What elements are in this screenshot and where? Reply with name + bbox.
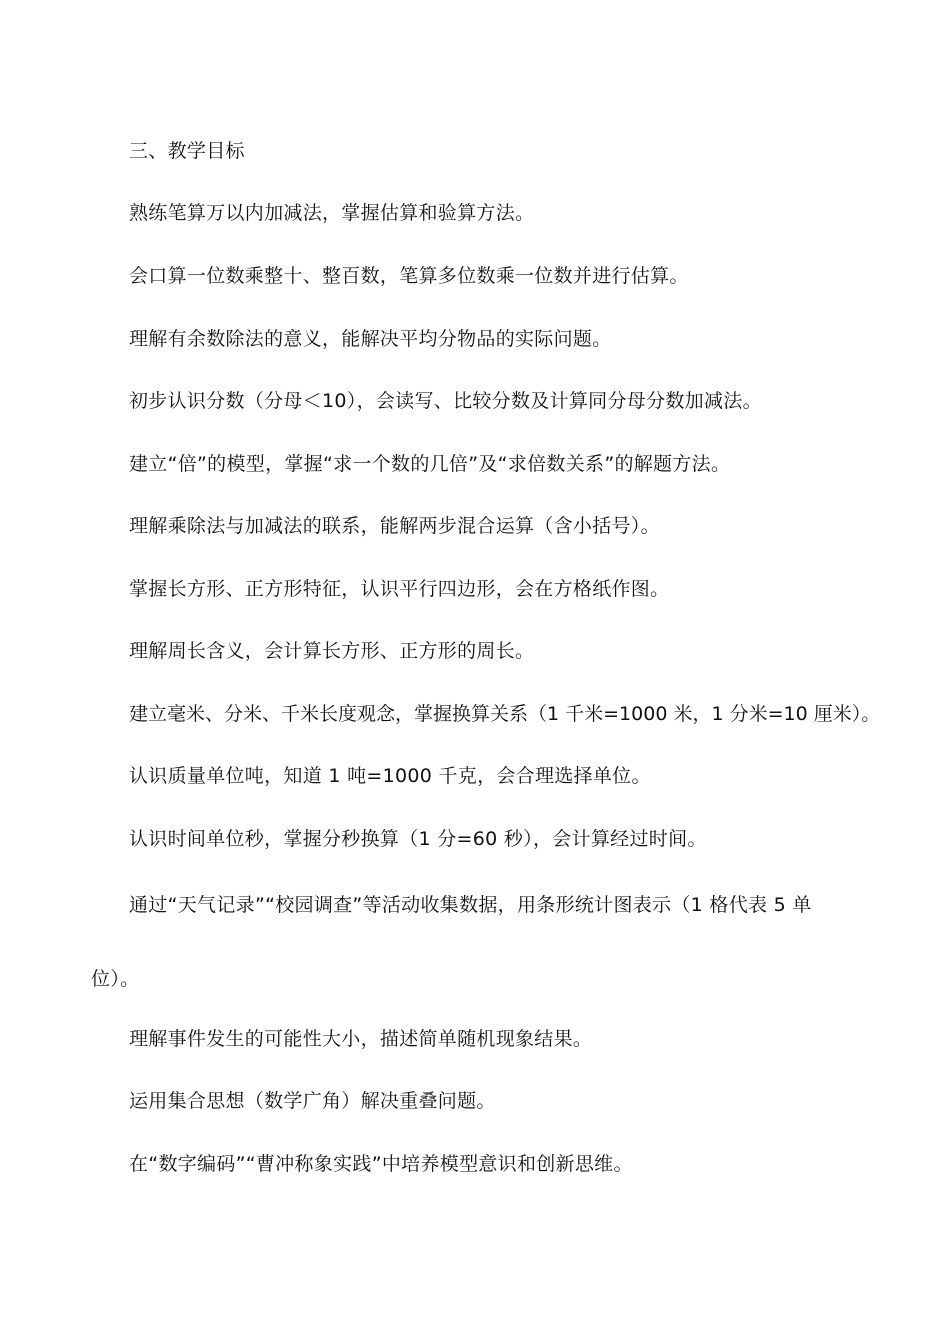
objective-item: 认识质量单位吨，知道 1 吨=1000 千克，会合理选择单位。 bbox=[129, 765, 651, 787]
objective-item: 会口算一位数乘整十、整百数，笔算多位数乘一位数并进行估算。 bbox=[129, 265, 689, 287]
objective-item: 通过“天气记录”“校园调查”等活动收集数据，用条形统计图表示（1 格代表 5 单位）。 bbox=[91, 894, 812, 990]
section-heading: 三、教学目标 bbox=[129, 140, 245, 162]
objective-item: 认识时间单位秒，掌握分秒换算（1 分=60 秒），会计算经过时间。 bbox=[129, 828, 707, 850]
objective-item: 掌握长方形、正方形特征，认识平行四边形，会在方格纸作图。 bbox=[129, 578, 670, 600]
objective-item: 理解事件发生的可能性大小，描述简单随机现象结果。 bbox=[129, 1028, 593, 1050]
objective-item: 理解有余数除法的意义，能解决平均分物品的实际问题。 bbox=[129, 328, 612, 350]
objective-item: 初步认识分数（分母＜10），会读写、比较分数及计算同分母分数加减法。 bbox=[129, 390, 762, 412]
objective-item: 理解周长含义，会计算长方形、正方形的周长。 bbox=[129, 640, 535, 662]
objective-item: 建立“倍”的模型，掌握“求一个数的几倍”及“求倍数关系”的解题方法。 bbox=[129, 453, 731, 475]
objective-item: 运用集合思想（数学广角）解决重叠问题。 bbox=[129, 1090, 496, 1112]
objective-item: 建立毫米、分米、千米长度观念，掌握换算关系（1 千米=1000 米，1 分米=10 厘米）。 bbox=[129, 703, 881, 725]
objective-item: 熟练笔算万以内加减法，掌握估算和验算方法。 bbox=[129, 202, 535, 224]
objective-item: 在“数字编码”“曹冲称象实践”中培养模型意识和创新思维。 bbox=[129, 1153, 633, 1175]
objective-item: 理解乘除法与加减法的联系，能解两步混合运算（含小括号）。 bbox=[129, 515, 660, 537]
